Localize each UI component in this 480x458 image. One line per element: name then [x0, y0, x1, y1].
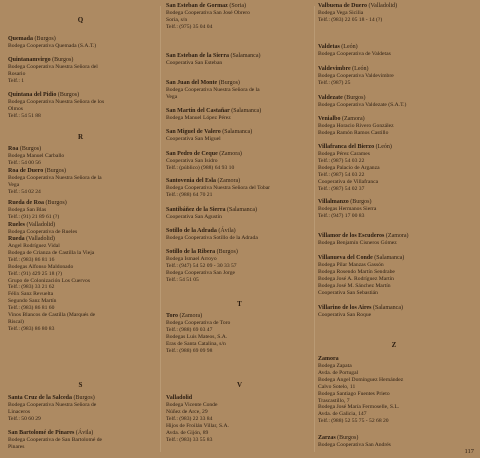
entry-line: Bodega Cooperativa de Toro: [166, 320, 231, 326]
entry-quemada: [8, 36, 153, 50]
entry-line: Bodega Cooperativa de Rueles: [8, 229, 78, 235]
entry-rueda: [8, 236, 153, 333]
entry-line: Bodega Vega Sicilia: [318, 10, 364, 16]
entry-line: Riscal): [8, 318, 24, 325]
town-name: San Juan del Monte: [166, 80, 218, 86]
town-region: (Salamanca): [230, 53, 261, 59]
entry-line: Bodega Cooperativa de Valdetas: [318, 51, 391, 57]
entry-line: Bodega Horacio Rivero González: [318, 123, 394, 129]
entry-line: Telf.: (987) 54 02 37: [318, 185, 365, 192]
entry-line: Telf.: 54 51 88: [8, 112, 41, 119]
town-region: (Burgos): [19, 146, 42, 152]
town-region: (Zamora): [179, 313, 203, 319]
town-name: Villanueva del Conde: [318, 255, 373, 261]
entry-line: Telf.: (983) 33 21 62: [8, 284, 55, 291]
town-name: San Bartolomé de Pinares: [8, 430, 75, 436]
entry-line: Avda. de Gijón, 89: [166, 429, 209, 436]
section-letter-z: Z: [391, 341, 397, 349]
entry-line: Bodega José M. Sánchez Martín: [318, 282, 391, 289]
town-region: (Zamora): [217, 178, 241, 184]
town-region: (Zamora): [219, 151, 242, 157]
section-letter-t: T: [237, 300, 242, 308]
entry-valladolid: [166, 395, 313, 443]
entry-zarzas: [318, 435, 470, 449]
town-name: Toro: [166, 313, 179, 319]
entry-line: Cooperativa San Sebastián: [318, 289, 378, 296]
entry-rueda-de-roa: [8, 200, 153, 221]
entry-line: Cooperativa San Miguel: [166, 136, 221, 142]
town-region: (Burgos): [216, 249, 238, 255]
entry-line: Telf.: (987) 54 03 22: [318, 157, 365, 164]
entry-line: Bodegas Luis Mateos, S.A.: [166, 333, 228, 340]
entry-line: Bodega Cooperativa San José Obrero: [166, 10, 250, 16]
entry-villafranca-del-bierzo: [318, 144, 470, 192]
entry-line: Telf.: 54 00 56: [8, 159, 41, 166]
entry-line: Hijos de Froilán Villar, S.A.: [166, 422, 229, 429]
town-region: (Zamora): [341, 116, 365, 122]
town-region: (Burgos): [52, 57, 74, 63]
town-name: Sotillo de la Adrada: [166, 228, 217, 234]
entry-santovenia-del-esla: [166, 178, 313, 199]
town-name: Roa de Duero: [8, 168, 44, 174]
entry-line: Bodega Palacio de Arganza: [318, 164, 380, 171]
entry-line: Cooperativa San Isidro: [166, 158, 218, 164]
entry-line: Bodega de Crianza de Castilla la Vieja: [8, 249, 95, 256]
entry-line: Telf.: (983) 22 33 84: [166, 415, 213, 422]
entry-line: Grupo de Colonización Los Cuervos: [8, 277, 91, 284]
entry-line: Cooperativa San Agustín: [166, 214, 222, 220]
entry-line: Núñez de Arce, 29: [166, 408, 208, 415]
town-name: Quemada: [8, 36, 34, 42]
entry-line: Avda. de Galicia, 147: [318, 411, 367, 418]
entry-line: Cooperativa San Esteban: [166, 60, 223, 66]
town-region: (Salamanca): [374, 255, 405, 261]
entry-line: Trascastillo, 7: [318, 397, 350, 404]
entry-line: Telf.: (947) 17 00 83: [318, 212, 365, 219]
entry-line: Vega: [166, 93, 178, 100]
entry-villamor-de-los-escuderos: [318, 233, 470, 247]
entry-line: Bodega Ángel Domínguez Hernández: [318, 376, 404, 383]
entry-line: Bodega Rosendo Martín Sendrabe: [318, 268, 395, 275]
town-region: (Burgos): [344, 95, 366, 101]
town-region: (Burgos): [45, 200, 67, 206]
entry-toro: [166, 313, 313, 355]
town-region: (León): [375, 144, 392, 150]
town-name: San Esteban de Gormaz: [166, 3, 228, 9]
town-region: (Burgos): [350, 199, 372, 205]
entry-villanueva-del-conde: [318, 255, 470, 297]
entry-line: Bodega Santiago Fuentes Prieto: [318, 390, 390, 397]
town-name: San Esteban de la Sierra: [166, 53, 230, 59]
entry-line: Telf.: (987) 54 03 22: [318, 171, 365, 178]
entry-san-miguel-de-valero: [166, 129, 313, 143]
town-name: Rueda: [8, 236, 25, 242]
town-name: Valdevimbre: [318, 66, 351, 72]
town-name: Santovenia del Esla: [166, 178, 217, 184]
entry-roa-de-duero: [8, 168, 153, 196]
entry-line: Bodega Pérez Carames: [318, 151, 370, 157]
entry-villarino-de-los-aires: [318, 305, 470, 319]
entry-quintana-del-pidio: [8, 92, 153, 120]
entry-line: Bodega Cooperativa Valdezate (S.A.T.): [318, 102, 407, 108]
section-letter-q: Q: [77, 16, 84, 24]
entry-line: Eras de Santa Catalina, s/n: [166, 340, 226, 347]
entry-santa-cruz-de-la-salceda: [8, 395, 153, 423]
entry-line: Bodega Manuel López Pérez: [166, 115, 231, 121]
town-name: Venialbo: [318, 116, 341, 122]
entry-line: Telf.: (988) 64 70 21: [166, 191, 213, 198]
entry-line: Telf.: (983) 86 81 16: [8, 256, 55, 263]
town-region: (Salamanca): [231, 108, 262, 114]
town-name: Valbuena de Duero: [318, 3, 368, 9]
entry-san-pedro-de-ceque: [166, 151, 313, 172]
entry-line: Bodega Cooperativa Nuestra Señora de la: [166, 87, 260, 93]
town-region: (Burgos): [337, 435, 359, 441]
town-region: (Valladolid): [26, 222, 56, 228]
town-region: (León): [352, 66, 369, 72]
town-name: Rueda de Roa: [8, 200, 45, 206]
town-region: (Burgos): [73, 395, 95, 401]
entry-line: Telf.: (983) 86 81 60: [8, 305, 55, 312]
entry-sotillo-de-la-adrada: [166, 228, 313, 242]
town-region: (Burgos): [34, 36, 56, 42]
entry-line: Avda. de Portugal: [318, 369, 359, 376]
entry-line: Telf.: 54 02 24: [8, 188, 41, 195]
entry-line: Bodega Cooperativa de San Bartolomé de: [8, 437, 102, 443]
entry-san-esteban-de-la-sierra: [166, 53, 313, 67]
entry-line: Bodega Cooperativa San Andrés: [318, 442, 391, 448]
entry-venialbo: [318, 116, 470, 137]
entry-roa: [8, 146, 153, 167]
town-name: Rueles: [8, 222, 25, 228]
entry-santibanez-de-la-sierra: [166, 207, 313, 221]
entry-line: Cooperativa de Villafranca: [318, 178, 379, 185]
town-name: San Miguel de Valero: [166, 129, 221, 135]
entry-valdetas: [318, 44, 470, 58]
town-name: Santa Cruz de la Salceda: [8, 395, 73, 401]
entry-rueles: [8, 222, 153, 236]
entry-line: Telf.: (988) 52 55 75 - 52 68 20: [318, 418, 389, 425]
town-region: (León): [341, 44, 358, 50]
entry-line: Telf.: (988) 69 03 47: [166, 326, 213, 333]
town-region: (Ávila): [75, 430, 94, 436]
entry-line: Bodega Cooperativa San Jorge: [166, 269, 236, 276]
entry-line: Telf.: 1: [8, 77, 25, 84]
entry-line: Telf.: (91) 21 89 61 (?): [8, 213, 60, 220]
entry-villalmanzo: [318, 199, 470, 220]
town-name: Valladolid: [166, 395, 193, 401]
entry-line: Bodega Ismael Arroyo: [166, 256, 217, 262]
entry-line: Bodega José María Fermoselle, S.L.: [318, 404, 400, 411]
entry-line: Bodega José A. Rodríguez Martín: [318, 275, 394, 282]
entry-line: Bodega Cooperativa Nuestra Señora del: [8, 64, 98, 70]
page-number: 117: [464, 448, 474, 455]
town-region: (Ávila): [218, 228, 236, 234]
entry-line: Calvo Sotelo, 11: [318, 383, 356, 390]
entry-line: Bodega Cooperativa Nuestra Señora de los: [8, 99, 105, 105]
column-divider: [160, 6, 161, 452]
entry-line: Telf.: (975) 35 04 04: [166, 23, 213, 30]
entry-line: Ángel Rodríguez Vidal: [8, 243, 60, 249]
town-name: Zamora: [318, 356, 339, 362]
entry-line: Telf.: (947) 54 52 09 - 30 33 57: [166, 262, 237, 269]
town-region: (Burgos): [44, 168, 66, 174]
town-region: (Zamora): [385, 233, 409, 239]
entry-san-bartolome-de-pinares: [8, 430, 153, 451]
town-region: (Soria): [229, 3, 247, 9]
entry-line: Telf.: (público) (988) 64 93 10: [166, 164, 235, 171]
town-region: (Salamanca): [222, 129, 253, 135]
entry-san-esteban-de-gormaz: [166, 3, 313, 31]
town-name: Zarzas: [318, 435, 336, 441]
town-name: Roa: [8, 146, 19, 152]
entry-line: Bodega Cooperativa Nuestra Señora de la: [8, 175, 102, 181]
entry-valdezate: [318, 95, 470, 109]
entry-line: Bodega Cooperativa Nuestra Señora de: [8, 402, 97, 408]
section-letter-s: S: [78, 381, 83, 389]
entry-line: Bodega Cooperativa Nuestra Señora del Tobar: [166, 185, 271, 191]
entry-line: Bodega Manuel Carballo: [8, 153, 65, 159]
town-region: (Salamanca): [373, 305, 403, 311]
town-region: (Burgos): [218, 80, 240, 86]
entry-sotillo-de-la-ribera: [166, 249, 313, 284]
entry-line: Bodegas Alfonso Maldonado: [8, 263, 74, 270]
entry-line: Telf.: 54 51 05: [166, 276, 199, 283]
town-region: (Valladolid): [368, 3, 398, 9]
entry-line: Soria, s/n: [166, 16, 188, 23]
entry-valbuena-de-duero: [318, 3, 470, 24]
town-name: Villarino de los Aires: [318, 305, 372, 311]
town-name: Villalmanzo: [318, 199, 349, 205]
entry-line: Rosario: [8, 70, 26, 77]
section-letter-v: V: [236, 381, 243, 389]
entry-line: Bodega San Blas: [8, 207, 47, 213]
entry-line: Vinos Blancos de Castilla (Marqués de: [8, 312, 96, 319]
entry-line: Bodega Zapata: [318, 363, 352, 369]
entry-line: Bodega Cooperativa Quemada (S.A.T.): [8, 43, 97, 49]
town-name: Valdezate: [318, 95, 343, 101]
entry-valdevimbre: [318, 66, 470, 87]
entry-line: Vega: [8, 181, 20, 188]
entry-line: Bodega Benjamín Cisneros Gómez: [318, 240, 397, 246]
entry-line: Telf.: (987) 25: [318, 79, 351, 86]
entry-line: Bodega Ramón Ramos Castillo: [318, 129, 389, 136]
town-region: (Burgos): [57, 92, 80, 98]
town-name: San Pedro de Ceque: [166, 151, 218, 157]
section-letter-r: R: [77, 133, 84, 141]
entry-line: Bodega Vicente Conde: [166, 402, 218, 408]
town-name: Villafranca del Bierzo: [318, 144, 375, 150]
town-name: Quintana del Pidio: [8, 92, 57, 98]
entry-line: Bodega Cooperativa Valdevimbre: [318, 73, 394, 79]
column-divider: [314, 6, 315, 452]
town-name: Quintanamvirgo: [8, 57, 51, 63]
town-region: (Valladolid): [26, 236, 55, 242]
entry-line: Telf.: (988) 69 09 98: [166, 347, 213, 354]
entry-line: Bodegas Hermanos Sierra: [318, 206, 377, 212]
entry-line: Bodega Cooperativa Sotillo de la Adrada: [166, 235, 258, 241]
town-name: Villamor de los Escuderos: [318, 233, 385, 239]
town-name: Santibáñez de la Sierra: [166, 207, 226, 213]
entry-line: Pinares: [8, 443, 25, 450]
entry-san-juan-del-monte: [166, 80, 313, 101]
entry-line: Telf.: (983) 33 55 83: [166, 436, 213, 443]
entry-line: Bodega Pilar Manzas Gassón: [318, 262, 384, 268]
entry-line: Olmos: [8, 105, 23, 112]
entry-san-martin-del-castanar: [166, 108, 313, 122]
entry-line: Telf.: (983) 86 80 83: [8, 325, 55, 332]
town-name: Valdetas: [318, 44, 340, 50]
entry-line: Telf.: 50 60 29: [8, 415, 41, 422]
entry-line: Cooperativa San Roque: [318, 312, 372, 318]
entry-line: Félix Sanz Revuelta: [8, 291, 54, 298]
entry-line: Telf.: (983) 22 05 18 - 14 (?): [318, 16, 383, 23]
town-name: Sotillo de la Ribera: [166, 249, 216, 255]
entry-zamora: [318, 356, 470, 425]
entry-line: Telf.: (91) 429 25 18 (?): [8, 270, 62, 277]
entry-line: Segundo Sanz Martín: [8, 298, 57, 305]
entry-quintanamvirgo: [8, 57, 153, 85]
town-name: San Martín del Castañar: [166, 108, 230, 114]
town-region: (Salamanca): [227, 207, 257, 213]
entry-line: Linaceros: [8, 408, 31, 415]
